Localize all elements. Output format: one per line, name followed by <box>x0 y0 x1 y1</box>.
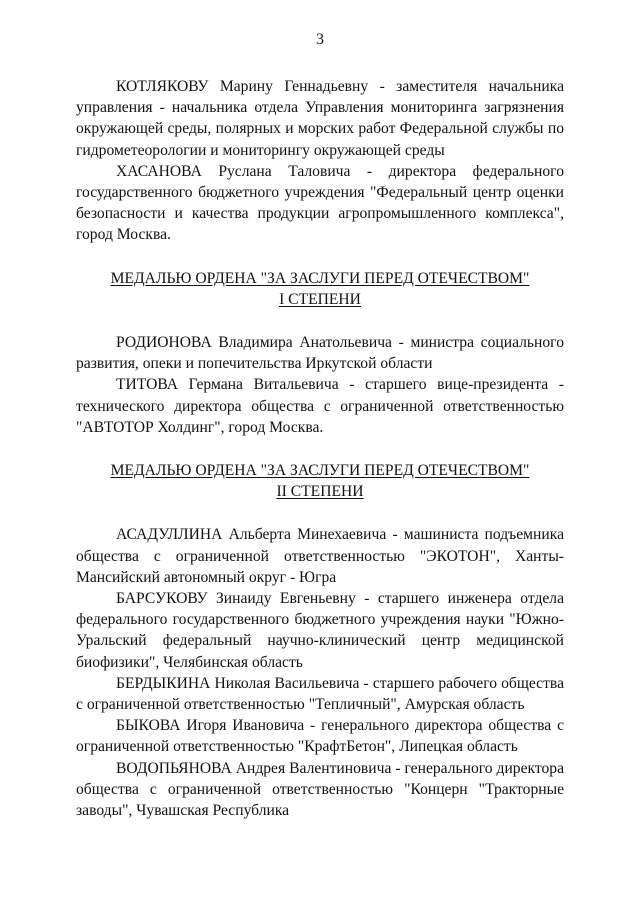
award-entry: ХАСАНОВА Руслана Таловича - директора федерального государственного бюджетного учреждения "Федеральный центр оценки безопасности и качества продукции агропромышленного комплекса", город Москва. <box>76 162 564 244</box>
award-entry: АСАДУЛЛИНА Альберта Минехаевича - машиниста подъемника общества с ограниченной ответственностью "ЭКОТОН", Ханты-Мансийский автономный округ - Югра <box>76 526 564 586</box>
document-body <box>76 76 564 821</box>
award-heading-degree: II СТЕПЕНИ <box>276 483 364 501</box>
award-entry: БЕРДЫКИНА Николая Васильевича - старшего рабочего общества с ограниченной ответственностью "Тепличный", Амурская область <box>76 674 564 714</box>
award-heading-degree: I СТЕПЕНИ <box>279 290 361 308</box>
award-heading-title: МЕДАЛЬЮ ОРДЕНА "ЗА ЗАСЛУГИ ПЕРЕД ОТЕЧЕСТВОМ" <box>110 269 530 287</box>
award-section-heading <box>76 268 564 310</box>
award-entry: РОДИОНОВА Владимира Анатольевича - министра социального развития, опеки и попечительства Иркутской области <box>76 334 564 373</box>
award-entry: БАРСУКОВУ Зинаиду Евгеньевну - старшего инженера отдела федерального государственного бюджетного учреждения науки "Южно-Уральский федеральный научно-клинический центр медицинской биофизики", Челябинская область <box>76 590 564 671</box>
award-entry: КОТЛЯКОВУ Марину Геннадьевну - заместителя начальника управления - начальника отдела Управления мониторинга загрязнения окружающей среды, полярных и морских работ Федеральной службы по гидрометеорологии и мониторингу окружающей среды <box>76 78 564 159</box>
page-number: 3 <box>316 31 324 48</box>
award-entry: ТИТОВА Германа Витальевича - старшего вице-президента - технического директора общества с ограниченной ответственностью "АВТОТОР Холдинг", город Москва. <box>76 376 564 436</box>
award-section-heading <box>76 460 564 502</box>
award-heading-title: МЕДАЛЬЮ ОРДЕНА "ЗА ЗАСЛУГИ ПЕРЕД ОТЕЧЕСТВОМ" <box>110 462 530 480</box>
award-entry: БЫКОВА Игоря Ивановича - генерального директора общества с ограниченной ответственностью "КрафтБетон", Липецкая область <box>76 717 564 756</box>
award-entry: ВОДОПЬЯНОВА Андрея Валентиновича - генерального директора общества с ограниченной ответственностью "Концерн "Тракторные заводы", Чувашская Республика <box>76 759 564 820</box>
